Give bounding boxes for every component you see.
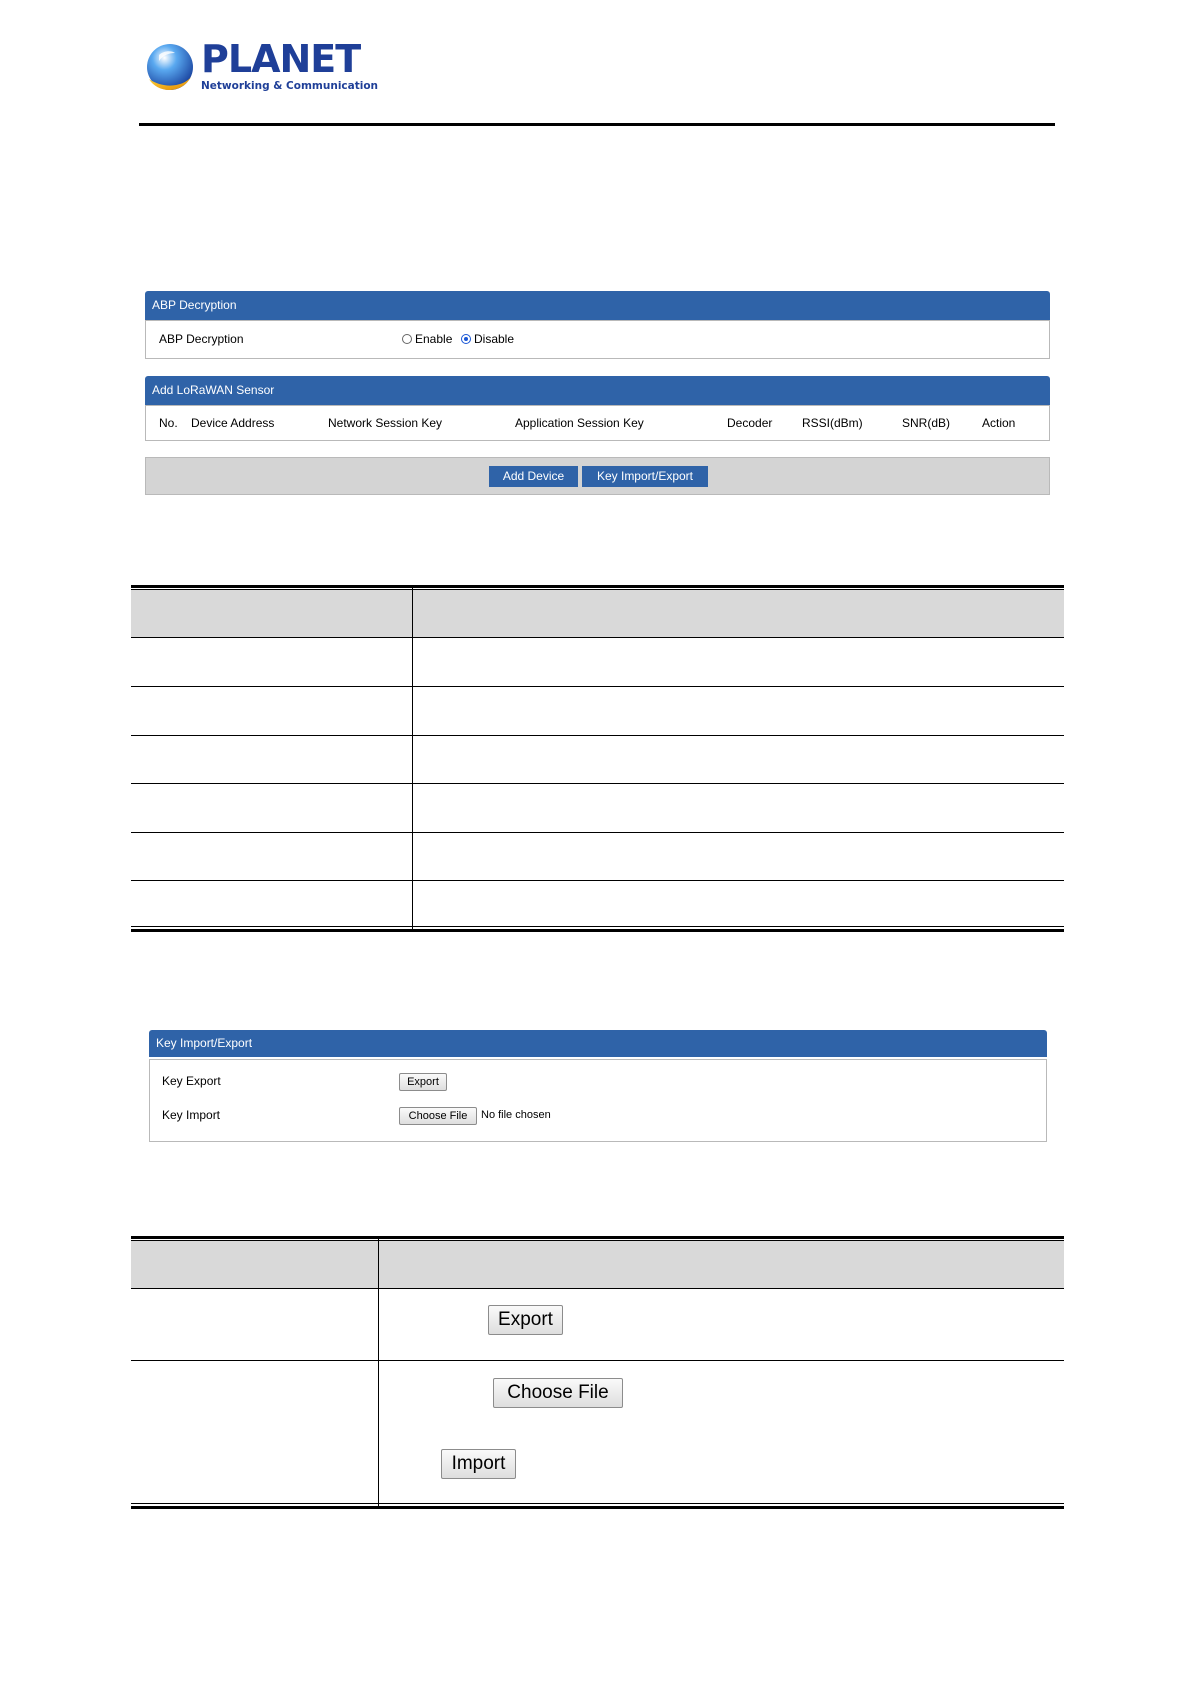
add-device-button[interactable]: Add Device bbox=[489, 466, 578, 487]
table-column-divider bbox=[378, 1236, 379, 1509]
table-bottom-rule bbox=[131, 1506, 1064, 1509]
key-import-export-button[interactable]: Key Import/Export bbox=[582, 466, 708, 487]
brand-name: PLANET bbox=[201, 37, 361, 81]
key-export-label: Key Export bbox=[162, 1074, 221, 1088]
table-bottom-rule bbox=[131, 929, 1064, 932]
key-import-label: Key Import bbox=[162, 1108, 221, 1122]
table-top-rule bbox=[131, 1236, 1064, 1239]
column-header-network-session-key: Network Session Key bbox=[328, 416, 443, 430]
table-row-divider bbox=[131, 637, 1064, 638]
column-header-decoder: Decoder bbox=[727, 416, 773, 430]
choose-file-button-illustration: Choose File bbox=[493, 1378, 623, 1408]
table-header-row bbox=[131, 1241, 1064, 1288]
add-lorawan-sensor-panel bbox=[145, 376, 1050, 441]
key-panel-header: Key Import/Export bbox=[149, 1030, 1047, 1057]
column-header-rssi: RSSI(dBm) bbox=[802, 416, 863, 430]
table-top-rule bbox=[131, 585, 1064, 588]
column-header-snr: SNR(dB) bbox=[902, 416, 951, 430]
column-header-no: No. bbox=[159, 416, 178, 430]
table-row-divider bbox=[131, 880, 1064, 881]
import-button-illustration: Import bbox=[441, 1449, 516, 1479]
sensor-table-header-row bbox=[145, 405, 1050, 441]
enable-radio-label: Enable bbox=[415, 332, 453, 346]
disable-radio-label: Disable bbox=[474, 332, 515, 346]
table-row-divider bbox=[131, 832, 1064, 833]
enable-radio[interactable] bbox=[402, 332, 452, 346]
abp-decryption-label: ABP Decryption bbox=[159, 332, 244, 346]
table-row-divider bbox=[131, 1288, 1064, 1289]
table-row-divider bbox=[131, 686, 1064, 687]
description-table-2 bbox=[131, 1236, 1064, 1509]
table-column-divider bbox=[412, 585, 413, 932]
column-header-action: Action bbox=[982, 416, 1016, 430]
disable-radio-circle[interactable] bbox=[461, 334, 471, 344]
no-file-chosen-text: No file chosen bbox=[481, 1109, 551, 1121]
column-header-application-session-key: Application Session Key bbox=[515, 416, 644, 430]
globe-icon bbox=[143, 41, 197, 95]
column-header-device-address: Device Address bbox=[191, 416, 275, 430]
brand-tagline: Networking & Communication bbox=[201, 80, 379, 92]
table-row-divider bbox=[131, 783, 1064, 784]
planet-logo bbox=[143, 37, 379, 97]
table-row-divider bbox=[131, 735, 1064, 736]
key-import-export-panel bbox=[149, 1030, 1047, 1142]
table-bottom-rule-inner bbox=[131, 926, 1064, 927]
enable-radio-circle[interactable] bbox=[402, 334, 412, 344]
export-button-illustration: Export bbox=[488, 1305, 563, 1335]
description-table-1 bbox=[131, 585, 1064, 932]
choose-file-button[interactable]: Choose File bbox=[399, 1107, 477, 1125]
key-panel-body bbox=[149, 1059, 1047, 1142]
abp-decryption-panel bbox=[145, 291, 1050, 359]
table-row-divider bbox=[131, 1360, 1064, 1361]
table-header-row bbox=[131, 590, 1064, 637]
header-rule bbox=[139, 123, 1055, 126]
export-button[interactable]: Export bbox=[399, 1073, 447, 1091]
abp-panel-body bbox=[145, 320, 1050, 359]
sensor-panel-header: Add LoRaWAN Sensor bbox=[145, 376, 1050, 405]
table-bottom-rule-inner bbox=[131, 1503, 1064, 1504]
abp-panel-header: ABP Decryption bbox=[145, 291, 1050, 320]
sensor-action-bar bbox=[145, 457, 1050, 495]
disable-radio[interactable] bbox=[461, 332, 514, 346]
